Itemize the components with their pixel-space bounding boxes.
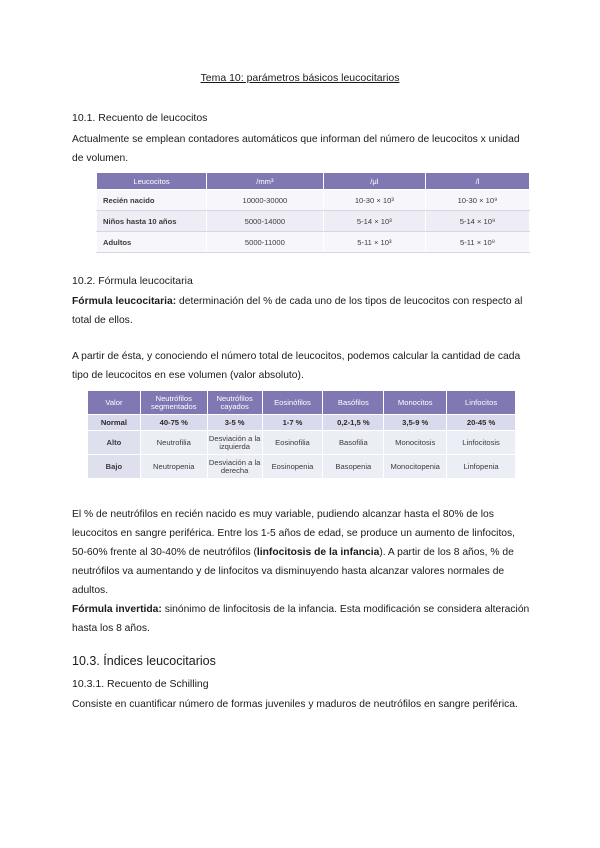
table-cell: Niños hasta 10 años [97,211,207,232]
paragraph-valor-absoluto: A partir de ésta, y conociendo el número total de leucocitos, podemos calcular la cantidad de cada tipo de leucocitos en ese volumen (valor absoluto). [72,351,521,381]
definition-text: determinación del % de cada uno de los tipos de leucocitos con respecto al total de ellos. [72,296,523,326]
table-cell: Normal [88,415,141,431]
paragraph-contadores: Actualmente se emplean contadores automáticos que informan del número de leucocitos x unidad de volumen. [72,134,520,164]
paragraph-definicion-formula [72,292,532,330]
table-cell: 3-5 % [207,415,262,431]
table-row [88,415,516,431]
table-cell: Eosinofilia [262,431,323,455]
table-cell: 0,2-1,5 % [323,415,384,431]
table-cell: Basofilia [323,431,384,455]
table-cell: 1-7 % [262,415,323,431]
table-cell: 10-30 × 10⁹ [425,190,529,211]
table-cell: 5-14 × 10⁹ [425,211,529,232]
table-cell: Neutrofilia [140,431,207,455]
table-header: Neutrófilos cayados [207,391,262,415]
table-header: /μl [323,173,425,190]
table-header: Basófilos [323,391,384,415]
table-cell: Desviación a la izquierda [207,431,262,455]
table-row [97,232,530,253]
table-cell: 5-11 × 10³ [323,232,425,253]
table-cell: 3,5-9 % [384,415,447,431]
table-header-row [97,173,530,190]
table-cell: Recién nacido [97,190,207,211]
table-row [97,190,530,211]
table-cell: 5-11 × 10⁹ [425,232,529,253]
term-linfocitosis-infancia: linfocitosis de la infancia [256,547,380,558]
table-row [88,431,516,455]
page-title: Tema 10: parámetros básicos leucocitarios [200,72,400,84]
text-part: ). A partir de los 8 años, % de neutrófilos va aumentando y de linfocitos va disminuyendo hasta alcanzar valores normales de adultos. [72,547,514,596]
table-header: Leucocitos [97,173,207,190]
table-cell: 5000-11000 [207,232,324,253]
table-cell: Desviación a la derecha [207,455,262,479]
table-header: Neutrófilos segmentados [140,391,207,415]
section-heading-recuento: 10.1. Recuento de leucocitos [72,112,208,124]
table-row [97,211,530,232]
table-cell: Neutropenia [140,455,207,479]
table-row [88,455,516,479]
definition-text: sinónimo de linfocitosis de la infancia. Esta modificación se considera alteración hasta los 8 años. [72,604,530,634]
subsection-heading-schilling: 10.3.1. Recuento de Schilling [72,678,209,690]
term-formula-invertida: Fórmula invertida: [72,604,162,615]
table-header: Monocitos [384,391,447,415]
table-cell: Linfocitosis [447,431,516,455]
table-header: Valor [88,391,141,415]
table-cell: Adultos [97,232,207,253]
table-header-row [88,391,516,415]
table-cell: Monocitopenia [384,455,447,479]
table-cell: 5-14 × 10³ [323,211,425,232]
table-header: Linfocitos [447,391,516,415]
table-header: Eosinófilos [262,391,323,415]
section-heading-formula: 10.2. Fórmula leucocitaria [72,275,193,287]
table-cell: 10000-30000 [207,190,324,211]
table-cell: Alto [88,431,141,455]
table-header: /mm³ [207,173,324,190]
table-cell: Bajo [88,455,141,479]
table-cell: 5000-14000 [207,211,324,232]
table-cell: Monocitosis [384,431,447,455]
term-formula-leucocitaria: Fórmula leucocitaria: [72,296,177,307]
paragraph-schilling: Consiste en cuantificar número de formas juveniles y maduros de neutrófilos en sangre periférica. [72,699,518,710]
text-part: El % de neutrófilos en recién nacido es muy variable, pudiendo alcanzar hasta el 80% de los leucocitos en sangre periférica. Entre los 1-5 años de edad, se produce un aumento de linfocitos, 50-60% frente al 30-40% de neutrófilos ( [72,509,516,558]
table-header: /l [425,173,529,190]
leucocitos-units-table [96,172,530,253]
table-cell: 20-45 % [447,415,516,431]
table-cell: 40-75 % [140,415,207,431]
paragraph-formula-invertida [72,600,532,638]
formula-leucocitaria-table [87,390,516,479]
paragraph-neutrofilos-recien-nacido [72,505,532,600]
table-cell: Eosinopenia [262,455,323,479]
table-cell: 10-30 × 10³ [323,190,425,211]
table-cell: Basopenia [323,455,384,479]
section-heading-indices: 10.3. Índices leucocitarios [72,654,216,668]
table-cell: Linfopenia [447,455,516,479]
